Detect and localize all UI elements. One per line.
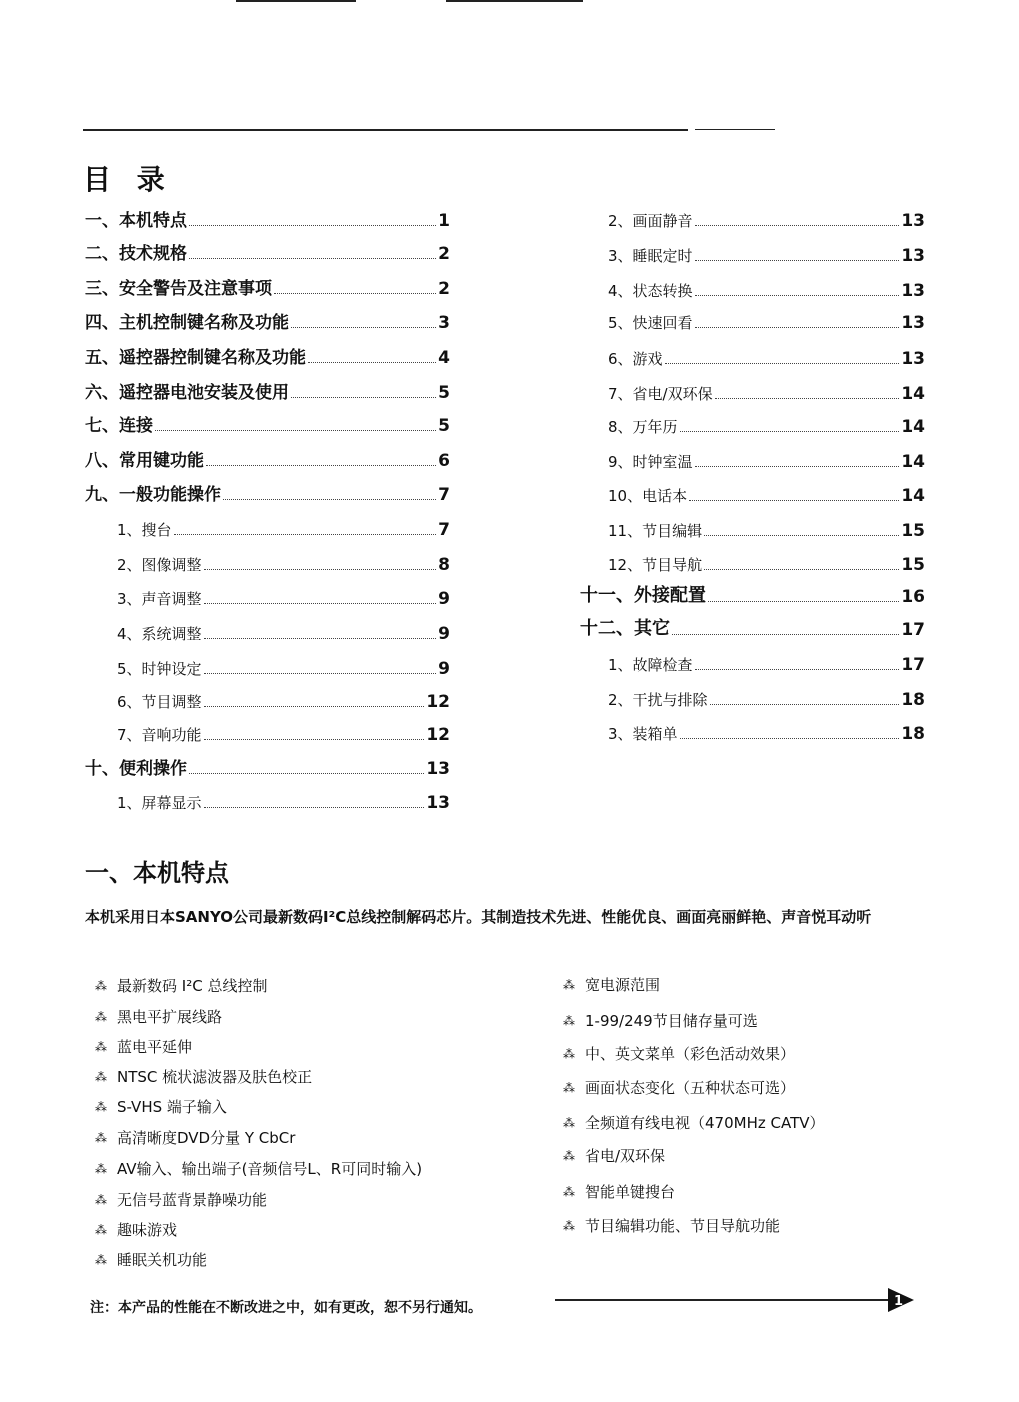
toc-entry-page: 14 [901, 486, 925, 506]
feature-text: S-VHS 端子输入 [117, 1098, 227, 1116]
toc-entry-page: 18 [901, 724, 925, 744]
toc-entry[interactable] [85, 445, 450, 471]
feature-text: 全频道有线电视（470MHz CATV） [585, 1114, 825, 1132]
toc-entry-label: 4、状态转换 [608, 282, 693, 300]
toc-entry-label: 十二、其它 [580, 618, 670, 639]
bullet-icon: ⁂ [563, 1115, 575, 1130]
toc-entry-label: 7、音响功能 [117, 726, 202, 744]
toc-entry-page: 14 [901, 452, 925, 472]
toc-entry[interactable] [117, 618, 450, 644]
toc-entry[interactable] [608, 275, 925, 301]
toc-entry-label: 2、干扰与排除 [608, 691, 708, 709]
toc-entry[interactable] [85, 342, 450, 368]
toc-leader-dots [204, 603, 437, 604]
toc-entry-page: 17 [901, 620, 925, 640]
toc-leader-dots [189, 258, 436, 259]
toc-entry-label: 8、万年历 [608, 418, 678, 436]
toc-entry-label: 三、安全警告及注意事项 [85, 279, 272, 299]
feature-text: 宽电源范围 [585, 976, 661, 994]
toc-entry-page: 13 [426, 793, 450, 813]
toc-entry-page: 12 [426, 725, 450, 745]
feature-item [563, 1077, 795, 1098]
toc-entry-label: 5、时钟设定 [117, 660, 202, 678]
toc-entry-label: 4、系统调整 [117, 625, 202, 643]
bullet-icon: ⁂ [95, 1130, 107, 1145]
toc-entry-label: 3、装箱单 [608, 725, 678, 743]
toc-entry-label: 1、搜台 [117, 521, 172, 539]
toc-entry-page: 3 [438, 313, 450, 333]
toc-entry-page: 2 [438, 279, 450, 299]
toc-entry-page: 9 [438, 589, 450, 609]
toc-entry-label: 八、常用键功能 [85, 451, 204, 471]
toc-entry-label: 11、节目编辑 [608, 522, 703, 540]
toc-entry-label: 5、快速回看 [608, 314, 693, 332]
toc-leader-dots [204, 739, 425, 740]
toc-leader-dots [204, 706, 425, 707]
toc-entry-page: 15 [901, 555, 925, 575]
toc-entry[interactable] [85, 753, 450, 779]
bullet-icon: ⁂ [95, 1039, 107, 1054]
toc-leader-dots [695, 669, 900, 670]
toc-entry-label: 6、游戏 [608, 350, 663, 368]
bullet-icon: ⁂ [95, 1069, 107, 1084]
toc-entry[interactable] [608, 343, 925, 369]
feature-text: 趣味游戏 [117, 1221, 178, 1239]
toc-entry[interactable] [608, 378, 925, 404]
toc-entry-label: 十、便利操作 [85, 759, 187, 779]
toc-leader-dots [710, 704, 900, 705]
toc-entry-page: 18 [901, 690, 925, 710]
toc-entry-page: 13 [901, 211, 925, 231]
feature-item [95, 1036, 192, 1057]
toc-entry[interactable] [117, 787, 450, 813]
toc-leader-dots [204, 638, 437, 639]
toc-entry[interactable] [580, 581, 925, 607]
toc-leader-dots [695, 295, 900, 296]
toc-leader-dots [695, 260, 900, 261]
toc-entry[interactable] [117, 514, 450, 540]
toc-entry[interactable] [608, 649, 925, 675]
toc-entry-page: 7 [438, 520, 450, 540]
toc-leader-dots [155, 430, 436, 431]
toc-entry-label: 1、屏幕显示 [117, 794, 202, 812]
bullet-icon: ⁂ [95, 1099, 107, 1114]
feature-item [563, 974, 660, 995]
feature-item [95, 1249, 207, 1270]
toc-entry[interactable] [608, 446, 925, 472]
toc-leader-dots [204, 569, 437, 570]
toc-entry-page: 9 [438, 624, 450, 644]
toc-entry-label: 一、本机特点 [85, 211, 187, 231]
toc-entry-page: 8 [438, 555, 450, 575]
feature-item [563, 1181, 675, 1202]
toc-entry-page: 9 [438, 659, 450, 679]
feature-item [95, 1066, 312, 1087]
toc-entry-label: 2、图像调整 [117, 556, 202, 574]
toc-leader-dots [174, 534, 437, 535]
toc-entry[interactable] [608, 240, 925, 266]
toc-entry[interactable] [580, 614, 925, 640]
toc-leader-dots [189, 773, 424, 774]
toc-entry-label: 6、节目调整 [117, 693, 202, 711]
toc-entry[interactable] [117, 686, 450, 712]
toc-entry[interactable] [608, 411, 925, 437]
feature-item [95, 1158, 422, 1179]
toc-leader-dots [715, 398, 900, 399]
toc-entry-page: 6 [438, 451, 450, 471]
toc-entry-label: 12、节目导航 [608, 556, 703, 574]
toc-entry-page: 12 [426, 692, 450, 712]
bullet-icon: ⁂ [563, 1046, 575, 1061]
section-heading: 一、本机特点 [85, 859, 229, 887]
toc-leader-dots [206, 465, 436, 466]
bullet-icon: ⁂ [563, 1218, 575, 1233]
toc-entry-page: 7 [438, 485, 450, 505]
toc-entry-page: 16 [901, 587, 925, 607]
toc-entry[interactable] [85, 238, 450, 264]
toc-leader-dots [274, 293, 436, 294]
toc-entry[interactable] [117, 719, 450, 745]
toc-leader-dots [204, 807, 425, 808]
toc-entry-page: 13 [426, 759, 450, 779]
toc-leader-dots [204, 673, 437, 674]
page-number: 1 [894, 1294, 904, 1309]
toc-leader-dots [708, 601, 899, 602]
toc-entry[interactable] [608, 307, 925, 333]
footer-rule [555, 1299, 890, 1301]
bullet-icon: ⁂ [95, 1222, 107, 1237]
toc-leader-dots [672, 634, 899, 635]
feature-text: 画面状态变化（五种状态可选） [585, 1079, 796, 1097]
toc-entry-label: 九、一般功能操作 [85, 485, 221, 505]
toc-entry-page: 2 [438, 244, 450, 264]
top-rule-tail [695, 129, 775, 130]
toc-entry-page: 13 [901, 313, 925, 333]
toc-leader-dots [704, 569, 899, 570]
toc-leader-dots [291, 397, 436, 398]
feature-text: 中、英文菜单（彩色活动效果） [585, 1045, 796, 1063]
feature-item [95, 975, 267, 996]
feature-text: 省电/双环保 [585, 1147, 666, 1165]
toc-leader-dots [291, 327, 436, 328]
toc-entry-page: 5 [438, 416, 450, 436]
toc-entry-label: 10、电话本 [608, 487, 688, 505]
toc-entry[interactable] [117, 653, 450, 679]
toc-entry[interactable] [608, 684, 925, 710]
feature-text: 黑电平扩展线路 [117, 1008, 223, 1026]
feature-text: 睡眠关机功能 [117, 1251, 208, 1269]
bullet-icon: ⁂ [95, 1009, 107, 1024]
toc-entry[interactable] [608, 549, 925, 575]
toc-entry-label: 2、画面静音 [608, 212, 693, 230]
toc-entry-page: 13 [901, 281, 925, 301]
toc-entry[interactable] [85, 205, 450, 231]
toc-entry[interactable] [608, 205, 925, 231]
toc-entry-page: 4 [438, 348, 450, 368]
toc-entry-label: 十一、外接配置 [580, 585, 706, 606]
feature-text: 节目编辑功能、节目导航功能 [585, 1217, 781, 1235]
toc-leader-dots [704, 535, 899, 536]
toc-entry-label: 七、连接 [85, 416, 153, 436]
toc-entry-page: 13 [901, 349, 925, 369]
bullet-icon: ⁂ [95, 978, 107, 993]
toc-leader-dots [189, 225, 436, 226]
toc-entry-label: 二、技术规格 [85, 244, 187, 264]
feature-text: NTSC 梳状滤波器及肤色校正 [117, 1068, 313, 1086]
toc-entry-page: 14 [901, 417, 925, 437]
toc-leader-dots [695, 225, 900, 226]
top-scan-mark-2 [446, 0, 583, 2]
feature-text: 蓝电平延伸 [117, 1038, 193, 1056]
top-rule [83, 129, 688, 131]
bullet-icon: ⁂ [95, 1192, 107, 1207]
feature-text: 智能单键搜台 [585, 1183, 676, 1201]
toc-leader-dots [680, 738, 900, 739]
toc-leader-dots [695, 466, 900, 467]
toc-title: 目 录 [83, 163, 173, 196]
bullet-icon: ⁂ [563, 1080, 575, 1095]
feature-item [95, 1127, 295, 1148]
toc-entry-page: 1 [438, 211, 450, 231]
toc-entry[interactable] [85, 273, 450, 299]
toc-entry[interactable] [117, 549, 450, 575]
toc-leader-dots [695, 327, 900, 328]
toc-entry[interactable] [608, 515, 925, 541]
toc-entry-page: 5 [438, 383, 450, 403]
toc-leader-dots [665, 363, 900, 364]
bullet-icon: ⁂ [563, 1013, 575, 1028]
feature-item [563, 1043, 795, 1064]
toc-entry-label: 四、主机控制键名称及功能 [85, 313, 289, 333]
bullet-icon: ⁂ [95, 1161, 107, 1176]
toc-entry-label: 1、故障检查 [608, 656, 693, 674]
top-scan-mark [236, 0, 356, 2]
bullet-icon: ⁂ [563, 977, 575, 992]
toc-leader-dots [680, 431, 900, 432]
toc-entry-label: 3、睡眠定时 [608, 247, 693, 265]
feature-item [563, 1215, 780, 1236]
toc-entry[interactable] [85, 377, 450, 403]
feature-item [563, 1112, 825, 1133]
toc-entry-label: 六、遥控器电池安装及使用 [85, 383, 289, 403]
feature-text: 1-99/249节目储存量可选 [585, 1012, 758, 1030]
feature-text: AV输入、输出端子(音频信号L、R可同时输入) [117, 1160, 423, 1178]
toc-entry-label: 7、省电/双环保 [608, 385, 713, 403]
toc-entry[interactable] [608, 480, 925, 506]
bullet-icon: ⁂ [95, 1252, 107, 1267]
toc-leader-dots [308, 362, 436, 363]
feature-item [563, 1010, 758, 1031]
feature-item [95, 1219, 177, 1240]
toc-entry-label: 3、声音调整 [117, 590, 202, 608]
toc-leader-dots [223, 499, 436, 500]
page-number-arrow-icon [888, 1288, 914, 1312]
toc-entry-page: 17 [901, 655, 925, 675]
toc-entry[interactable] [85, 410, 450, 436]
toc-entry[interactable] [608, 718, 925, 744]
toc-entry-page: 13 [901, 246, 925, 266]
feature-text: 无信号蓝背景静噪功能 [117, 1191, 268, 1209]
feature-item [95, 1096, 227, 1117]
toc-entry-page: 14 [901, 384, 925, 404]
toc-entry-label: 9、时钟室温 [608, 453, 693, 471]
feature-text: 高清晰度DVD分量 Y CbCr [117, 1129, 296, 1147]
footnote: 注：本产品的性能在不断改进之中，如有更改，恕不另行通知。 [90, 1300, 482, 1316]
toc-entry[interactable] [85, 479, 450, 505]
bullet-icon: ⁂ [563, 1148, 575, 1163]
feature-text: 最新数码 I²C 总线控制 [117, 977, 268, 995]
toc-entry-page: 15 [901, 521, 925, 541]
feature-item [95, 1006, 222, 1027]
intro-paragraph: 本机采用日本SANYO公司最新数码I²C总线控制解码芯片。其制造技术先进、性能优良、画面亮丽鲜艳、声音悦耳动听 [85, 908, 872, 926]
toc-entry-label: 五、遥控器控制键名称及功能 [85, 348, 306, 368]
toc-entry[interactable] [85, 307, 450, 333]
feature-item [95, 1189, 267, 1210]
toc-entry[interactable] [117, 583, 450, 609]
toc-leader-dots [689, 500, 899, 501]
bullet-icon: ⁂ [563, 1184, 575, 1199]
feature-item [563, 1145, 665, 1166]
